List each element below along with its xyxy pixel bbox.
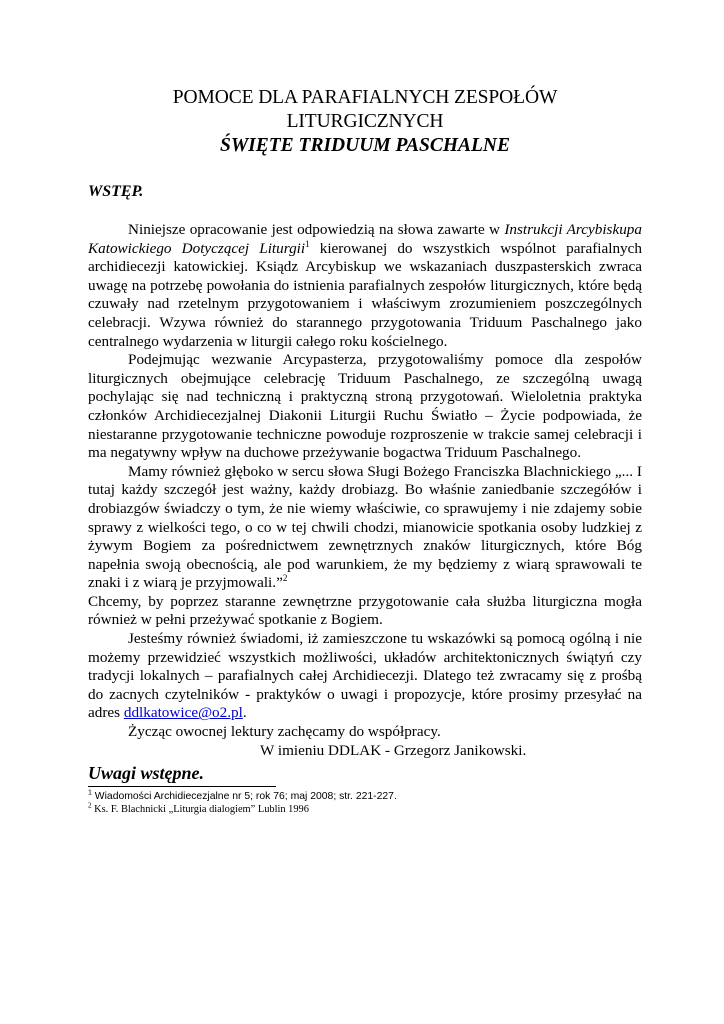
footnotes [88, 790, 642, 816]
email-link[interactable]: ddlkatowice@o2.pl [123, 704, 243, 722]
paragraph-4: Chcemy, by poprzez staranne zewnętrzne przygotowanie cała służba liturgiczna mogła również w pełni przeżywać spotkanie z Bogiem. [88, 592, 642, 629]
footnote-separator [88, 786, 276, 787]
title-line-1: POMOCE DLA PARAFIALNYCH ZESPOŁÓW [172, 87, 558, 108]
paragraph-3 [88, 463, 642, 593]
footnote-1-text: Wiadomości Archidiecezjalne nr 5; rok 76; maj 2008; str. 221-227. [91, 791, 397, 803]
remarks-heading: Uwagi wstępne. [88, 763, 205, 784]
paragraph-5 [88, 630, 642, 723]
footnote-1-mark: 1 [88, 789, 92, 797]
footnote-ref-1[interactable]: 1 [305, 238, 310, 249]
paragraph-3-text: Mamy również głęboko w sercu słowa Sługi Bożego Franciszka Blachnickiego „... I tutaj każdy szczegół jest ważny, każdy drobiazg. Bo właśnie zaniedbanie szczegółów i drobiazgów świadczy o tym, że nie wiemy właściwie, co sprawujemy i nie zdajemy sobie sprawy z wielkości tego, o co w tej chwili chodzi, mianowicie spotkania osoby ludzkiej z żywym Bogiem za pośrednictwem zewnętrznych znaków liturgicznych, które Bóg napełnia swoją obecnością, ale pod warunkiem, że my będziemy z wiarą sprawowali te znaki i z wiarą je przyjmowali.” [88, 462, 642, 592]
document-title [88, 86, 642, 134]
footnote-2-text: Ks. F. Blachnicki „Liturgia dialogiem” Lublin 1996 [91, 804, 309, 816]
signature-line: W imieniu DDLAK - Grzegorz Janikowski. [260, 741, 527, 759]
footnote-2-mark: 2 [88, 801, 92, 810]
document-subtitle: ŚWIĘTE TRIDUUM PASCHALNE [219, 135, 511, 156]
instruction-title: Instrukcji Arcybiskupa Katowickiego Dotyczącej Liturgii [88, 221, 642, 257]
paragraph-5-end: . [242, 704, 247, 722]
document-body [88, 221, 642, 760]
footnote-ref-2[interactable]: 2 [282, 573, 288, 584]
paragraph-2: Podejmując wezwanie Arcypasterza, przygotowaliśmy pomoce dla zespołów liturgicznych obejmujące celebrację Triduum Paschalnego, ze szczególną uwagą pochylając się nad techniczną i praktyczną stroną przygotowań. Wieloletnia praktyka członków Archidiecezjalnej Diakonii Liturgii Ruchu Światło – Życie podpowiada, że niestaranne przygotowanie techniczne powoduje rozproszenie w trakcie samej celebracji i ma negatywny wpływ na duchowe przeżywanie bogactwa Triduum Paschalnego. [88, 351, 642, 462]
paragraph-1-text-a: Niniejsze opracowanie jest odpowiedzią na słowa zawarte w [128, 221, 505, 238]
paragraph-1-text-b: kierowanej do wszystkich wspólnot parafialnych archidiecezji katowickiej. Ksiądz Arcybiskup we wskazaniach duszpasterskich zwraca uwagę na potrzebę powołania do istnienia parafialnych zespołów liturgicznych, które będą czuwały nad rzetelnym przygotowaniem i właściwym zrozumieniem poszczególnych celebracji. Wzywa również do starannego przygotowania Triduum Paschalnego jako centralnego wydarzenia w liturgii całego roku kościelnego. [88, 239, 642, 350]
footnote-1 [88, 790, 642, 803]
paragraph-1 [88, 221, 642, 351]
document-page [88, 86, 642, 816]
closing-line: Życząc owocnej lektury zachęcamy do współpracy. [128, 723, 441, 741]
paragraph-5-text: Jesteśmy również świadomi, iż zamieszczone tu wskazówki są pomocą ogólną i nie możemy przewidzieć wszystkich możliwości, układów architektonicznych świątyń czy tradycji lokalnych – parafialnych całej Archidiecezji. Dlatego też zwracamy się z prośbą do zacnych czytelników - praktyków o uwagi i propozycje, które prosimy przesyłać na adres [88, 630, 642, 722]
section-heading-wstep: WSTĘP. [88, 183, 144, 200]
title-line-2: LITURGICZNYCH [286, 111, 444, 132]
footnote-2 [88, 803, 642, 816]
